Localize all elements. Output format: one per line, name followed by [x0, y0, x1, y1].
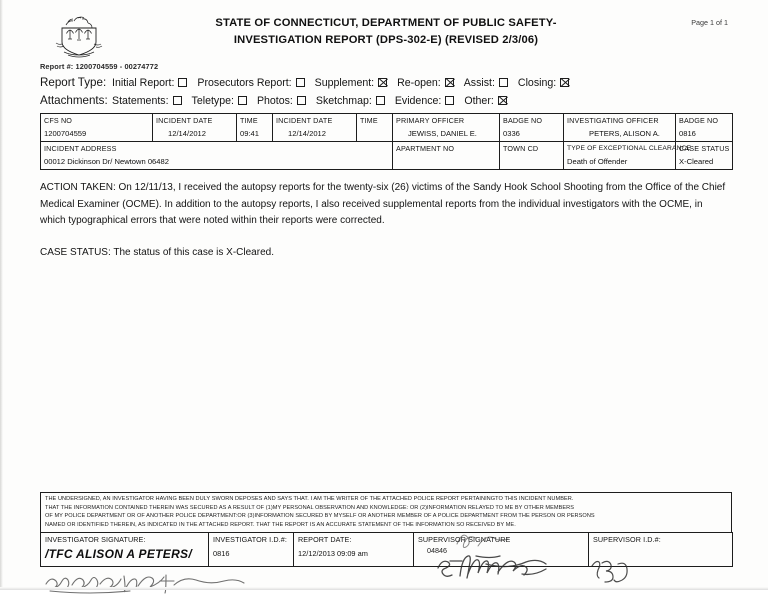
cell-time-1	[237, 114, 273, 142]
supervisor-signature-label: SUPERVISOR SIGNATURE	[418, 535, 511, 545]
cell-value: 1200704559	[44, 129, 87, 138]
option-label: Statements:	[112, 94, 169, 107]
report-date-value: 12/12/2013 09:09 am	[298, 549, 368, 559]
cell-cfs-no	[41, 114, 153, 142]
option-label: Supplement:	[314, 76, 375, 89]
cell-caption: INVESTIGATING OFFICER	[567, 116, 659, 125]
cell-incident-date-2	[273, 114, 357, 142]
report-type-row	[40, 76, 732, 89]
option-label: Teletype:	[191, 94, 234, 107]
bottom-edge-handwriting	[42, 572, 257, 594]
cell-value: 0336	[503, 129, 520, 138]
cell-time-2	[357, 114, 393, 142]
cell-caption: TIME	[240, 116, 258, 125]
cell-caption: CFS NO	[44, 116, 73, 125]
connecticut-state-seal-icon	[48, 12, 110, 58]
cell-value: 09:41	[240, 129, 260, 138]
supervisor-id-label: SUPERVISOR I.D.#:	[593, 535, 661, 545]
option-label: Initial Report:	[112, 76, 175, 89]
option-label: Evidence:	[394, 94, 442, 107]
cell-value: X-Cleared	[679, 157, 714, 166]
cell-value: 00012 Dickinson Dr/ Newtown 06482	[44, 157, 169, 166]
header-title-block	[40, 8, 732, 49]
attachments-option-statements[interactable]	[112, 95, 182, 107]
checkbox-other[interactable]	[498, 96, 507, 105]
cell-report-date	[294, 533, 447, 567]
report-date-label: REPORT DATE:	[298, 535, 352, 545]
cell-caption: TIME	[360, 116, 378, 125]
cell-badge-no-primary	[500, 114, 564, 142]
checkbox-teletype[interactable]	[238, 96, 247, 105]
option-label: Closing:	[517, 76, 557, 89]
checkbox-closing[interactable]	[560, 78, 569, 87]
cell-value: Death of Offender	[567, 157, 628, 166]
cell-investigator-signature[interactable]	[41, 533, 209, 567]
checkbox-sketchmap[interactable]	[376, 96, 385, 105]
attachments-option-sketchmap[interactable]	[316, 95, 385, 107]
cell-value: 12/14/2012	[288, 129, 327, 138]
attachments-option-other[interactable]	[464, 95, 506, 107]
cell-caption: TYPE OF EXCEPTIONAL CLEARANCE	[567, 145, 692, 152]
supervisor-signature-handwriting	[432, 548, 582, 586]
header-title-line2: INVESTIGATION REPORT (DPS-302-E) (REVISED 2/3/06)	[233, 34, 539, 46]
option-label: Other:	[464, 94, 494, 107]
report-type-option-closing[interactable]	[518, 77, 569, 89]
cell-caption: INCIDENT DATE	[276, 116, 333, 125]
investigator-signature-label: INVESTIGATOR SIGNATURE:	[45, 535, 146, 545]
cell-investigator-id	[209, 533, 294, 567]
checkbox-reopen[interactable]	[445, 78, 454, 87]
cell-caption: CASE STATUS	[679, 144, 730, 153]
checkbox-initial-report[interactable]	[178, 78, 187, 87]
cell-caption: INCIDENT DATE	[156, 116, 213, 125]
checkbox-assist[interactable]	[499, 78, 508, 87]
cell-caption: BADGE NO	[679, 116, 719, 125]
cell-badge-no-investigating	[676, 114, 733, 142]
report-type-option-supplement[interactable]	[315, 77, 387, 89]
report-sheet	[40, 8, 732, 276]
narrative-paragraph-action-taken: ACTION TAKEN: On 12/11/13, I received the autopsy reports for the twenty-six (26) victims of the Sandy Hook School Shooting from the Office of the Chief Medical Examiner (OCME). In addition to the autopsy reports, I also received supplemental reports from the individual investigators with the OCME, in which typographical errors that were noted within their reports were corrected.	[40, 182, 726, 226]
cell-primary-officer	[393, 114, 500, 142]
header-title-line1: STATE OF CONNECTICUT, DEPARTMENT OF PUBLIC SAFETY-	[215, 17, 557, 29]
cell-caption: APARTMENT NO	[396, 144, 455, 153]
report-type-label: Report Type:	[40, 76, 107, 89]
table-row	[41, 114, 733, 142]
narrative-body	[40, 180, 732, 261]
checkbox-statements[interactable]	[173, 96, 182, 105]
attachments-option-photos[interactable]	[257, 95, 306, 107]
cell-town-cd	[500, 142, 564, 170]
option-label: Prosecutors Report:	[197, 76, 292, 89]
table-row	[41, 142, 733, 170]
cell-case-status	[676, 142, 733, 170]
incident-data-table	[40, 113, 733, 170]
investigator-signature-value: /TFC ALISON A PETERS/	[45, 547, 192, 562]
investigator-id-label: INVESTIGATOR I.D.#:	[213, 535, 287, 545]
cell-caption: BADGE NO	[503, 116, 543, 125]
cell-caption: PRIMARY OFFICER	[396, 116, 465, 125]
attachments-option-evidence[interactable]	[395, 95, 455, 107]
report-number	[40, 62, 732, 71]
option-label: Assist:	[463, 76, 495, 89]
sworn-line-2: THAT THE INFORMATION CONTAINED THEREIN WAS SECURED AS A RESULT OF (1)MY PERSONAL OBSERVATION AND KNOWLEDGE: OR (2)INFORMATION RELAYED TO ME BY OTHER MEMBERS	[45, 504, 575, 511]
option-label: Re-open:	[397, 76, 441, 89]
sworn-line-3: OF MY POLICE DEPARTMENT OR OF ANOTHER POLICE DEPARTMENT:OR (3)INFORMATION SECURED BY MYSELF OR ANOTHER MEMBER OF A POLICE DEPARTMENT FROM THE PERSON OR PERSONS	[45, 513, 595, 520]
sworn-statement-text	[40, 492, 732, 532]
document-header	[40, 8, 732, 54]
checkbox-photos[interactable]	[297, 96, 306, 105]
investigator-id-value: 0816	[213, 549, 230, 559]
option-label: Photos:	[256, 94, 293, 107]
report-number-value: 1200704559 - 00274772	[75, 62, 159, 71]
cell-investigating-officer	[564, 114, 676, 142]
page-number-label: Page 1 of 1	[691, 18, 728, 27]
report-type-option-initial-report[interactable]	[112, 77, 187, 89]
cell-exceptional-clearance	[564, 142, 692, 170]
cell-caption: TOWN CD	[503, 144, 539, 153]
narrative-paragraph-case-status: CASE STATUS: The status of this case is X-Cleared.	[40, 246, 274, 258]
cell-value: PETERS, ALISON A.	[589, 129, 660, 138]
sworn-line-4: NAMED OR IDENTIFIED THEREIN, AS INDICATED IN THE ATTACHED REPORT. THAT THE REPORT IS AN ACCURATE STATEMENT OF THE INFORMATION SO RECEIVED BY ME.	[45, 521, 516, 528]
report-type-option-assist[interactable]	[464, 77, 508, 89]
report-date-extra-value: 04846	[427, 546, 447, 556]
cell-apartment-no	[393, 142, 500, 170]
handwriting-overlay-middle	[452, 528, 542, 550]
cell-incident-address	[41, 142, 393, 170]
report-type-option-reopen[interactable]	[397, 77, 454, 89]
checkbox-evidence[interactable]	[445, 96, 454, 105]
cell-incident-date-1	[153, 114, 237, 142]
supervisor-id-handwriting	[588, 556, 634, 584]
cell-value: 0816	[679, 129, 696, 138]
report-type-option-prosecutors-report[interactable]	[197, 77, 304, 89]
sworn-line-1: THE UNDERSIGNED, AN INVESTIGATOR HAVING BEEN DULY SWORN DEPOSES AND SAYS THAT. I AM THE WRITER OF THE ATTACHED POLICE REPORT PERTAININGTO THIS INCIDENT NUMBER.	[45, 496, 574, 502]
checkbox-prosecutors-report[interactable]	[296, 78, 305, 87]
cell-value: JEWISS, DANIEL E.	[408, 129, 477, 138]
cell-value: 12/14/2012	[168, 129, 207, 138]
checkbox-supplement[interactable]	[378, 78, 387, 87]
option-label: Sketchmap:	[315, 94, 372, 107]
report-number-label: Report #:	[40, 62, 74, 71]
attachments-row	[40, 94, 732, 107]
attachments-label: Attachments:	[40, 94, 108, 107]
cell-caption: INCIDENT ADDRESS	[44, 144, 117, 153]
attachments-option-teletype[interactable]	[192, 95, 247, 107]
